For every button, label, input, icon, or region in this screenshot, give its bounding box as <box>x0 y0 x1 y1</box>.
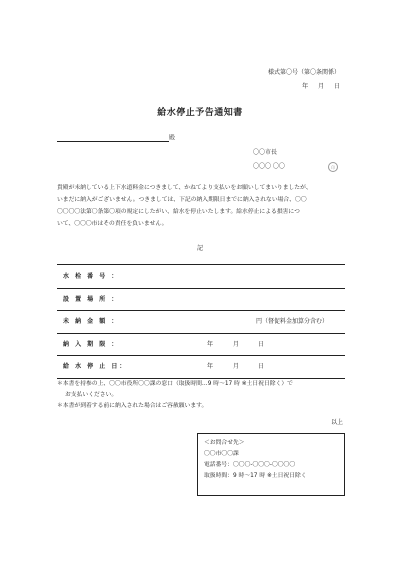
body-line: いまだに納入がございません。つきましては、下記の納入期限日までに納入されない場合、〇〇 <box>57 197 307 203</box>
row-label: 納 入 期 限 ： <box>63 340 120 348</box>
row-value: 年 <box>207 340 214 348</box>
contact-heading: ＜お問合せ先＞ <box>204 440 245 446</box>
row-value: 日 <box>258 363 265 370</box>
notes <box>57 379 353 412</box>
issuer-name: 〇〇〇 〇〇 <box>253 163 285 170</box>
row-label: 未 納 金 額 ： <box>63 318 120 325</box>
addressee-suffix: 殿 <box>169 134 176 142</box>
row-value: 月 <box>233 363 240 370</box>
addressee-name-line <box>57 134 169 142</box>
table-row <box>57 289 345 312</box>
table-row <box>57 334 345 357</box>
table-top-rule <box>57 264 345 265</box>
note-line: ＊本書を持参の上、〇〇市役所〇〇課の窓口（取扱時間…9 時〜17 時 ※土日祝日除く）で <box>57 381 293 387</box>
contact-phone: 電話番号：〇〇〇-〇〇〇-〇〇〇〇 <box>204 462 296 468</box>
contact-hours: 取扱時間：9 時〜17 時 ※土日祝日除く <box>204 473 307 479</box>
row-value: 月 <box>233 340 240 348</box>
contact-box <box>197 433 345 496</box>
closing: 以上 <box>330 419 343 426</box>
form-number: 様式第〇号（第〇条関係） <box>267 69 340 76</box>
table-row <box>57 356 345 379</box>
row-value: 年 <box>207 363 214 370</box>
issuer-title: 〇〇市長 <box>253 149 278 156</box>
table-row <box>57 266 345 289</box>
details-table <box>57 266 345 379</box>
row-value: 日 <box>258 340 265 348</box>
amount-suffix: 円（督促料金加算分含む） <box>256 318 329 325</box>
row-label: 給 水 停 止 日： <box>63 363 128 370</box>
ki-heading: 記 <box>196 245 203 252</box>
body-paragraph <box>57 182 353 230</box>
table-row <box>57 311 345 334</box>
document-title: 給水停止予告通知書 <box>157 108 243 118</box>
note-line: ＊本書が到着する前に納入された場合はご容赦願います。 <box>57 403 208 409</box>
row-label: 水 栓 番 号 ： <box>63 273 120 280</box>
addressee <box>57 134 175 142</box>
seal-mark: 印 <box>328 162 338 172</box>
body-line: いて、〇〇〇市はその責任を負いません。 <box>57 221 168 227</box>
body-line: 〇〇〇〇法第〇条第〇項の規定にしたがい、給水を停止いたします。給水停止による損害につ <box>57 209 300 215</box>
note-line: お支払いください。 <box>65 392 118 398</box>
contact-dept: 〇〇市〇〇課 <box>204 451 239 457</box>
row-label: 設 置 場 所 ： <box>63 295 120 303</box>
body-line: 貴殿が未納している上下水道料金につきまして、かねてより支払いをお願いしてまいりましたが、 <box>57 185 312 191</box>
issue-date: 年 月 日 <box>302 83 340 90</box>
